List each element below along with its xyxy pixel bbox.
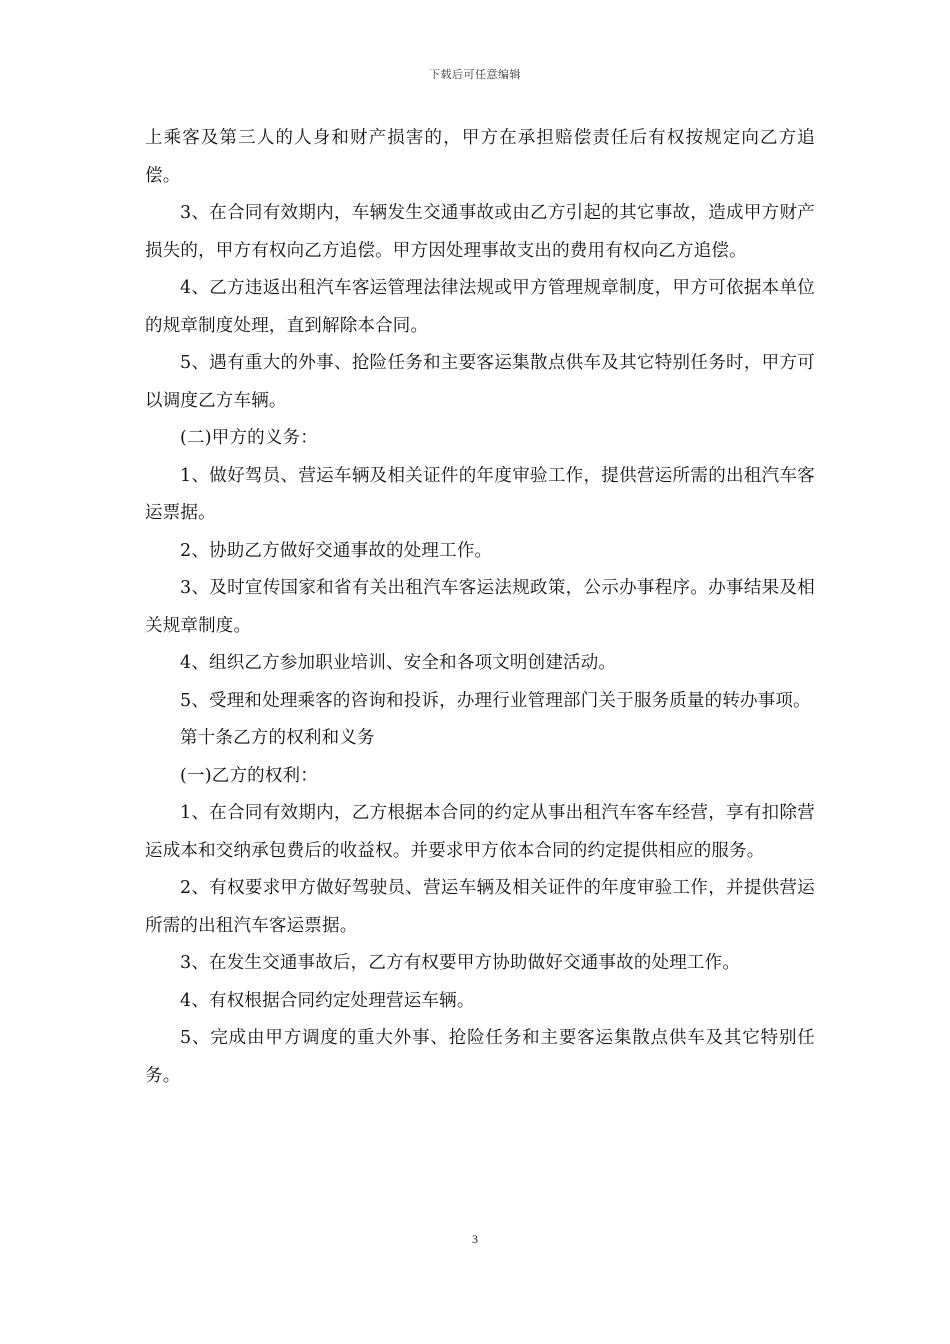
paragraph-continuation: 上乘客及第三人的人身和财产损害的，甲方在承担赔偿责任后有权按规定向乙方追偿。 xyxy=(145,128,815,186)
paragraph-right-5: 5、完成由甲方调度的重大外事、抢险任务和主要客运集散点供车及其它特别任务。 xyxy=(145,1028,815,1086)
article-heading-10: 第十条乙方的权利和义务 xyxy=(180,728,375,748)
paragraph-item-4: 4、乙方违返出租汽车客运管理法律法规或甲方管理规章制度，甲方可依据本单位的规章制度处理，直到解除本合同。 xyxy=(145,278,815,336)
page-number: 3 xyxy=(472,1232,478,1246)
paragraph-item-3: 3、在合同有效期内，车辆发生交通事故或由乙方引起的其它事故，造成甲方财产损失的，甲方有权向乙方追偿。甲方因处理事故支出的费用有权向乙方追偿。 xyxy=(145,203,815,261)
document-body xyxy=(145,120,815,1095)
page-header: 下载后可任意编辑 xyxy=(429,68,521,81)
paragraph-right-2: 2、有权要求甲方做好驾驶员、营运车辆及相关证件的年度审验工作，并提供营运所需的出租汽车客运票据。 xyxy=(145,878,815,936)
paragraph-right-4: 4、有权根据合同约定处理营运车辆。 xyxy=(180,990,475,1011)
paragraph-obligation-5: 5、受理和处理乘客的咨询和投诉，办理行业管理部门关于服务质量的转办事项。 xyxy=(180,690,811,711)
paragraph-item-5: 5、遇有重大的外事、抢险任务和主要客运集散点供车及其它特别任务时，甲方可以调度乙方车辆。 xyxy=(145,353,815,411)
section-heading-party-b-rights: (一)乙方的权利： xyxy=(180,765,318,786)
paragraph-obligation-4: 4、组织乙方参加职业培训、安全和各项文明创建活动。 xyxy=(180,653,617,673)
paragraph-obligation-2: 2、协助乙方做好交通事故的处理工作。 xyxy=(180,540,493,561)
paragraph-right-3: 3、在发生交通事故后，乙方有权要甲方协助做好交通事故的处理工作。 xyxy=(180,953,741,973)
section-heading-party-a-obligations: (二)甲方的义务： xyxy=(180,428,318,448)
paragraph-obligation-3: 3、及时宣传国家和省有关出租汽车客运法规政策，公示办事程序。办事结果及相关规章制度。 xyxy=(145,578,815,636)
paragraph-right-1: 1、在合同有效期内，乙方根据本合同的约定从事出租汽车客车经营，享有扣除营运成本和交纳承包费后的收益权。并要求甲方依本合同的约定提供相应的服务。 xyxy=(145,803,815,861)
paragraph-obligation-1: 1、做好驾员、营运车辆及相关证件的年度审验工作，提供营运所需的出租汽车客运票据。 xyxy=(145,465,815,523)
